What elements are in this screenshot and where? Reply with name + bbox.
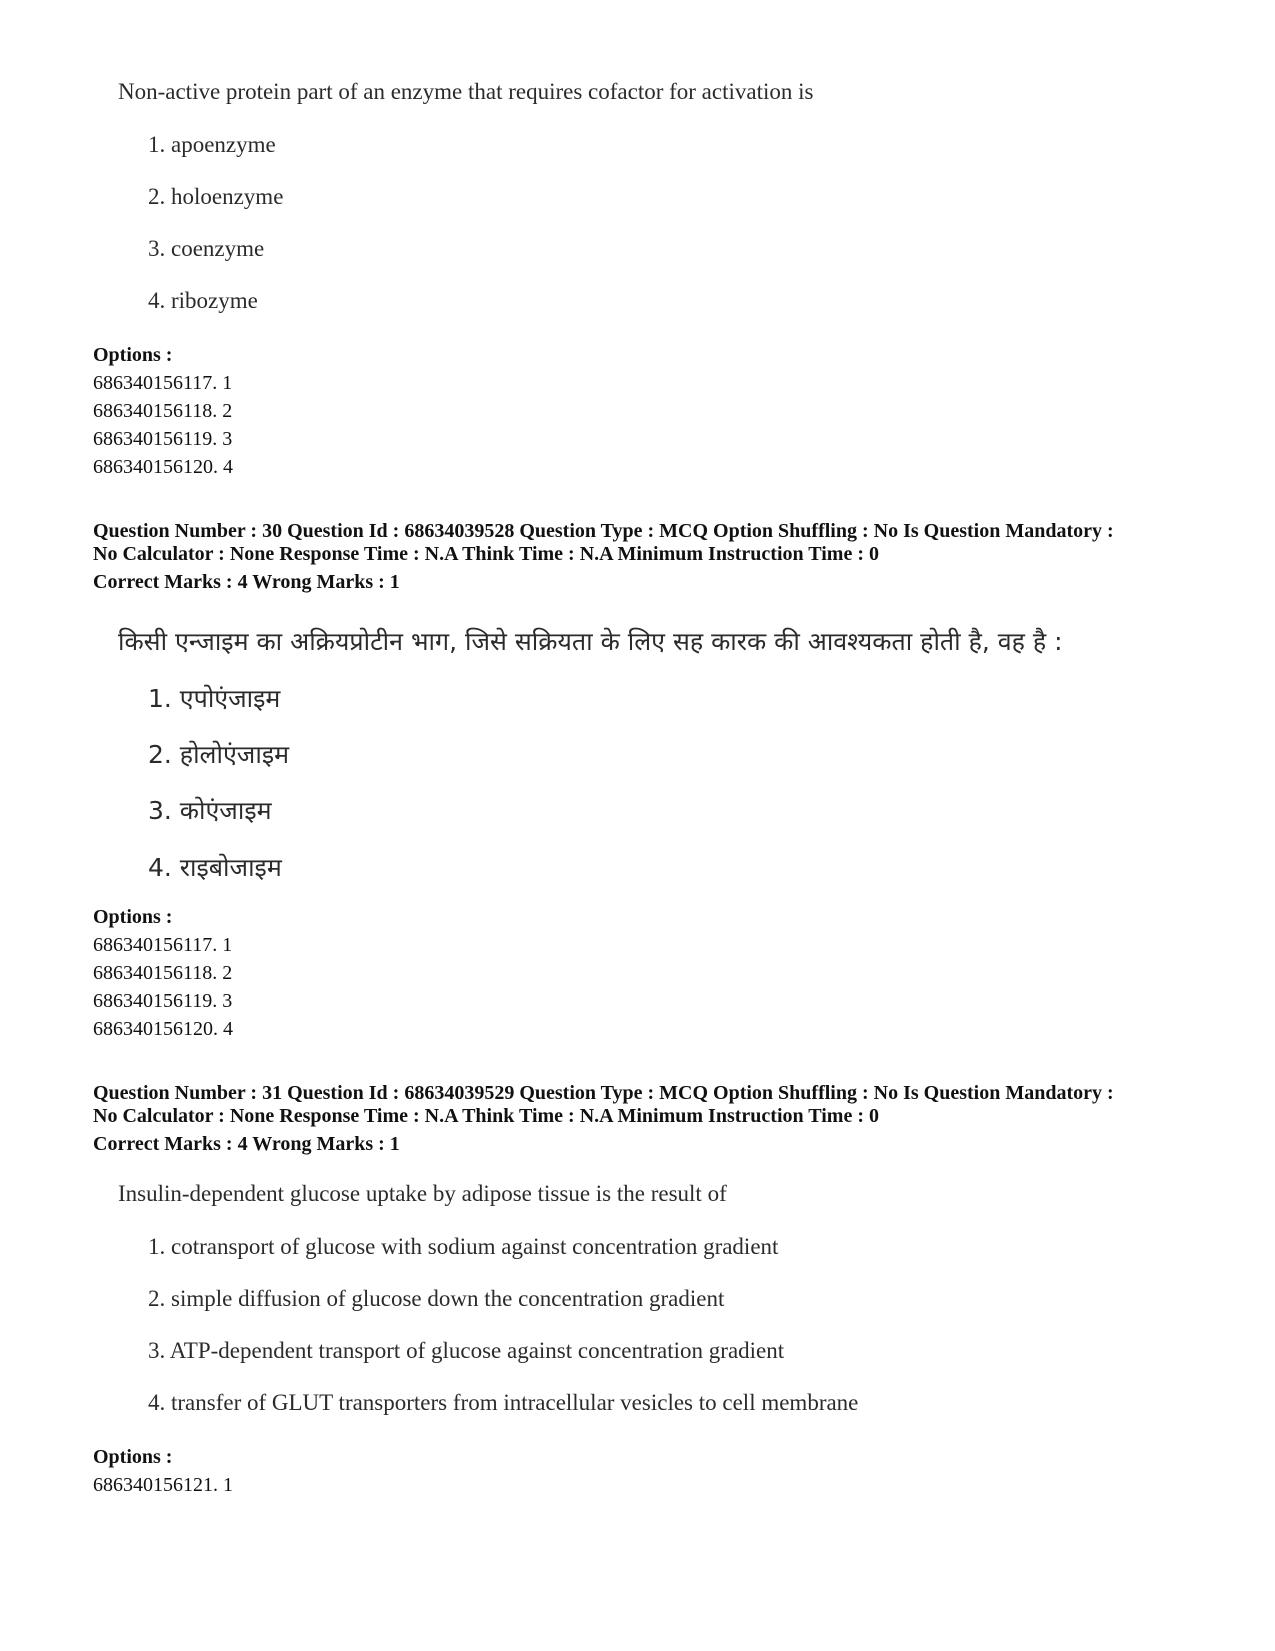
q31-options-label: Options :	[93, 1446, 173, 1468]
q30-choice-1: 1. एपोएंजाइम	[148, 684, 281, 713]
q30-meta-line-2: No Calculator : None Response Time : N.A Think Time : N.A Minimum Instruction Time : 0	[93, 543, 879, 565]
q30-question-stem: किसी एन्जाइम का अक्रियप्रोटीन भाग, जिसे सक्रियता के लिए सह कारक की आवश्यकता होती है, वह है :	[118, 627, 1063, 656]
q31-choice-3: 3. ATP-dependent transport of glucose against concentration gradient	[148, 1338, 785, 1363]
q30-options-label: Options :	[93, 906, 173, 928]
q31-question-stem: Insulin-dependent glucose uptake by adipose tissue is the result of	[118, 1181, 727, 1206]
q31-option-1: 686340156121. 1	[93, 1474, 233, 1496]
q29-choice-2: 2. holoenzyme	[148, 184, 284, 209]
q30-choice-2: 2. होलोएंजाइम	[148, 740, 290, 769]
q29-option-4: 686340156120. 4	[93, 456, 233, 478]
q29-choice-3: 3. coenzyme	[148, 236, 265, 261]
q30-meta-line-1: Question Number : 30 Question Id : 68634039528 Question Type : MCQ Option Shuffling : No Is Question Mandatory :	[93, 520, 1114, 542]
q30-option-1: 686340156117. 1	[93, 934, 233, 956]
q29-option-2: 686340156118. 2	[93, 400, 233, 422]
q30-choice-4: 4. राइबोजाइम	[148, 853, 282, 882]
q31-choice-2: 2. simple diffusion of glucose down the concentration gradient	[148, 1286, 725, 1311]
q31-choice-4: 4. transfer of GLUT transporters from intracellular vesicles to cell membrane	[148, 1390, 859, 1415]
q31-meta-line-2: No Calculator : None Response Time : N.A Think Time : N.A Minimum Instruction Time : 0	[93, 1105, 879, 1127]
q30-option-3: 686340156119. 3	[93, 990, 233, 1012]
q29-option-3: 686340156119. 3	[93, 428, 233, 450]
q30-choice-3: 3. कोएंजाइम	[148, 796, 272, 825]
q30-marks-line: Correct Marks : 4 Wrong Marks : 1	[93, 571, 400, 593]
q29-choice-1: 1. apoenzyme	[148, 132, 276, 157]
q31-meta-line-1: Question Number : 31 Question Id : 68634039529 Question Type : MCQ Option Shuffling : No Is Question Mandatory :	[93, 1082, 1114, 1104]
q30-option-4: 686340156120. 4	[93, 1018, 233, 1040]
q31-choice-1: 1. cotransport of glucose with sodium against concentration gradient	[148, 1234, 779, 1259]
q29-choice-4: 4. ribozyme	[148, 288, 258, 313]
q29-question-stem: Non-active protein part of an enzyme that requires cofactor for activation is	[118, 79, 814, 104]
q30-option-2: 686340156118. 2	[93, 962, 233, 984]
q31-marks-line: Correct Marks : 4 Wrong Marks : 1	[93, 1133, 400, 1155]
q29-option-1: 686340156117. 1	[93, 372, 233, 394]
q29-options-label: Options :	[93, 344, 173, 366]
